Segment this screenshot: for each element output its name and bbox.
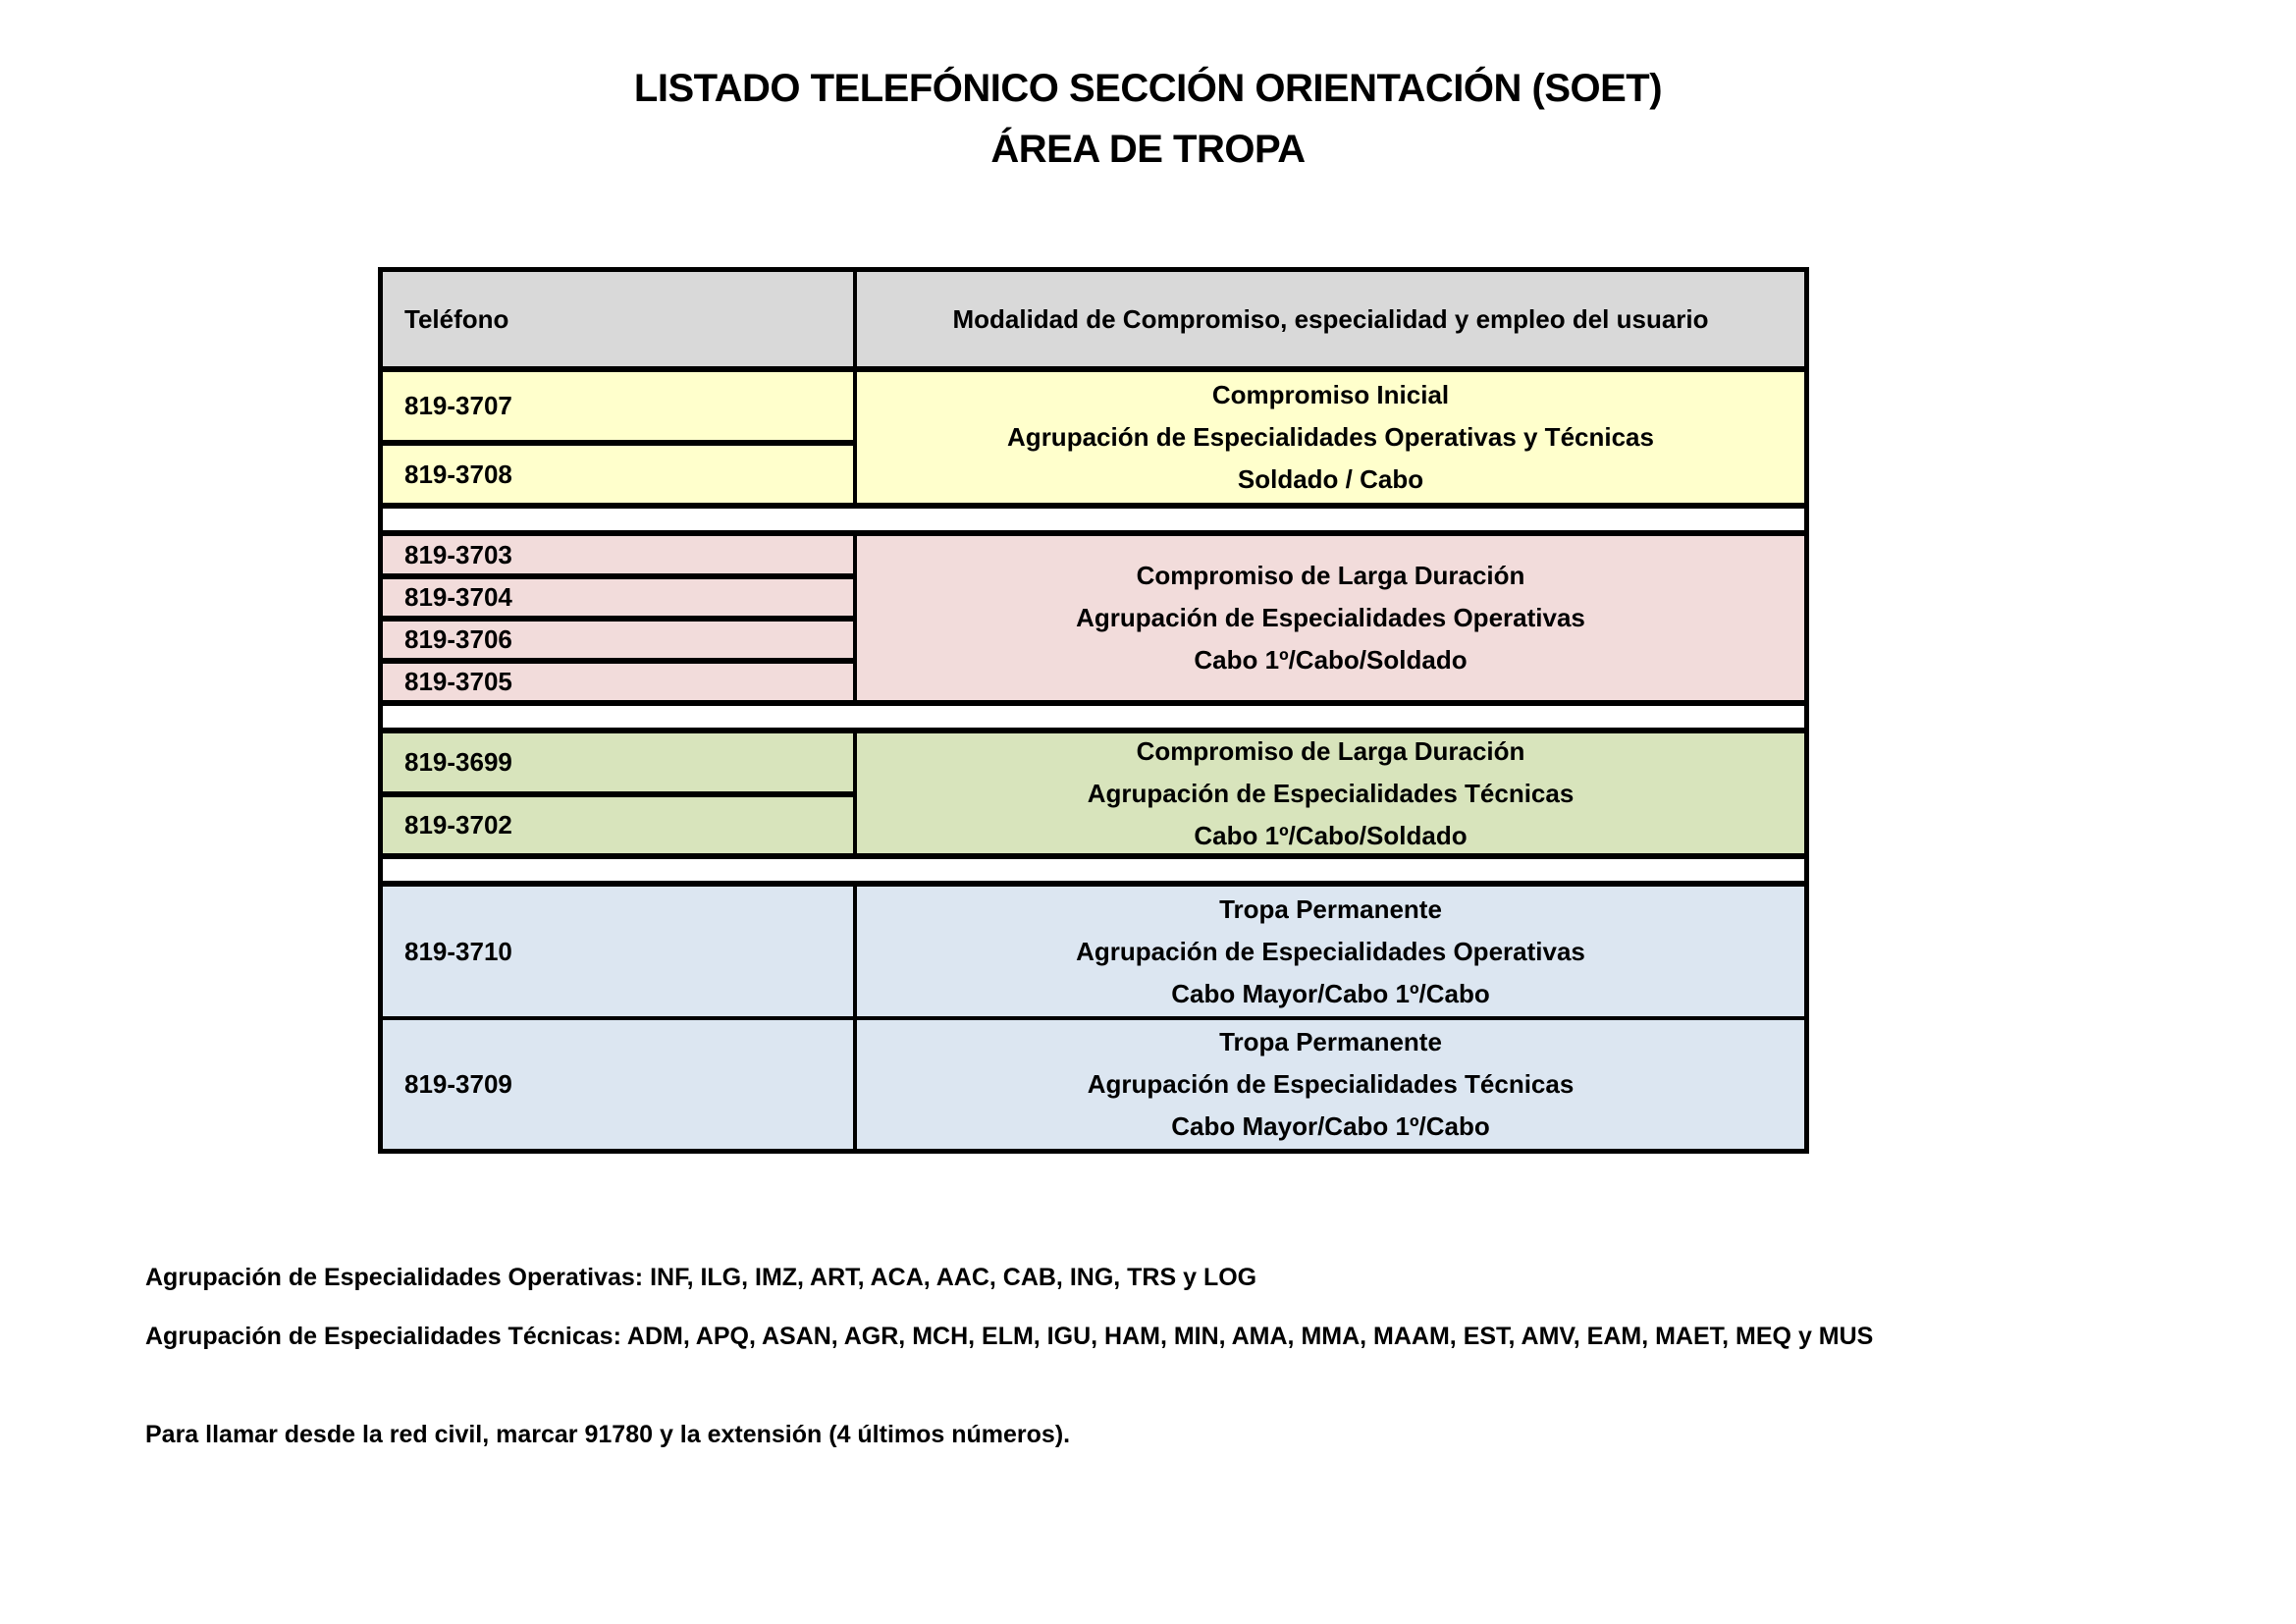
header-modalidad: Modalidad de Compromiso, especialidad y empleo del usuario <box>857 272 1804 366</box>
modalidad-line: Cabo Mayor/Cabo 1º/Cabo <box>1171 1111 1490 1141</box>
modalidad-line: Tropa Permanente <box>1219 1027 1442 1056</box>
modalidad-line: Compromiso Inicial <box>1211 380 1450 409</box>
modalidad-cell <box>857 887 1804 1016</box>
phone-cell: 819-3704 <box>383 579 853 616</box>
note-operativas: Agrupación de Especialidades Operativas: INF, ILG, IMZ, ART, ACA, AAC, CAB, ING, TRS y LOG <box>145 1264 1257 1291</box>
modalidad-line: Agrupación de Especialidades Operativas <box>1076 603 1585 632</box>
phone-cell: 819-3705 <box>383 664 853 700</box>
modalidad-line: Soldado / Cabo <box>1237 464 1424 494</box>
phone-table <box>378 267 1809 1154</box>
modalidad-line: Agrupación de Especialidades Operativas <box>1076 936 1585 966</box>
phone-cell: 819-3703 <box>383 536 853 573</box>
modalidad-line: Agrupación de Especialidades Técnicas <box>1087 778 1575 808</box>
modalidad-line: Compromiso de Larga Duración <box>1136 735 1525 766</box>
spacer-row <box>383 706 1804 728</box>
phone-cell: 819-3710 <box>383 887 853 1016</box>
modalidad-cell <box>857 1020 1804 1149</box>
modalidad-cell <box>857 536 1804 700</box>
note-tecnicas: Agrupación de Especialidades Técnicas: ADM, APQ, ASAN, AGR, MCH, ELM, IGU, HAM, MIN, AMA, MMA, MAAM, EST, AMV, EAM, MAET, MEQ y MUS <box>145 1323 1874 1350</box>
modalidad-line: Cabo Mayor/Cabo 1º/Cabo <box>1171 978 1490 1008</box>
modalidad-line: Compromiso de Larga Duración <box>1136 561 1525 590</box>
modalidad-cell <box>857 733 1804 853</box>
phone-cell: 819-3708 <box>383 446 853 503</box>
modalidad-line: Agrupación de Especialidades Operativas y Técnicas <box>1007 422 1654 452</box>
phone-cell: 819-3706 <box>383 622 853 658</box>
phone-cell: 819-3702 <box>383 797 853 853</box>
spacer-row <box>383 509 1804 530</box>
phone-cell: 819-3709 <box>383 1020 853 1149</box>
phone-cell: 819-3699 <box>383 733 853 791</box>
modalidad-cell <box>857 372 1804 503</box>
spacer-row <box>383 859 1804 881</box>
modalidad-line: Tropa Permanente <box>1219 893 1442 924</box>
document-title: LISTADO TELEFÓNICO SECCIÓN ORIENTACIÓN (SOET) <box>633 67 1663 110</box>
note-red-civil: Para llamar desde la red civil, marcar 91780 y la extensión (4 últimos números). <box>145 1421 1071 1448</box>
modalidad-line: Cabo 1º/Cabo/Soldado <box>1194 820 1468 850</box>
header-telefono: Teléfono <box>383 272 853 366</box>
modalidad-line: Agrupación de Especialidades Técnicas <box>1087 1069 1575 1099</box>
modalidad-line: Cabo 1º/Cabo/Soldado <box>1194 645 1468 675</box>
phone-cell: 819-3707 <box>383 372 853 440</box>
document-subtitle: ÁREA DE TROPA <box>990 128 1306 171</box>
